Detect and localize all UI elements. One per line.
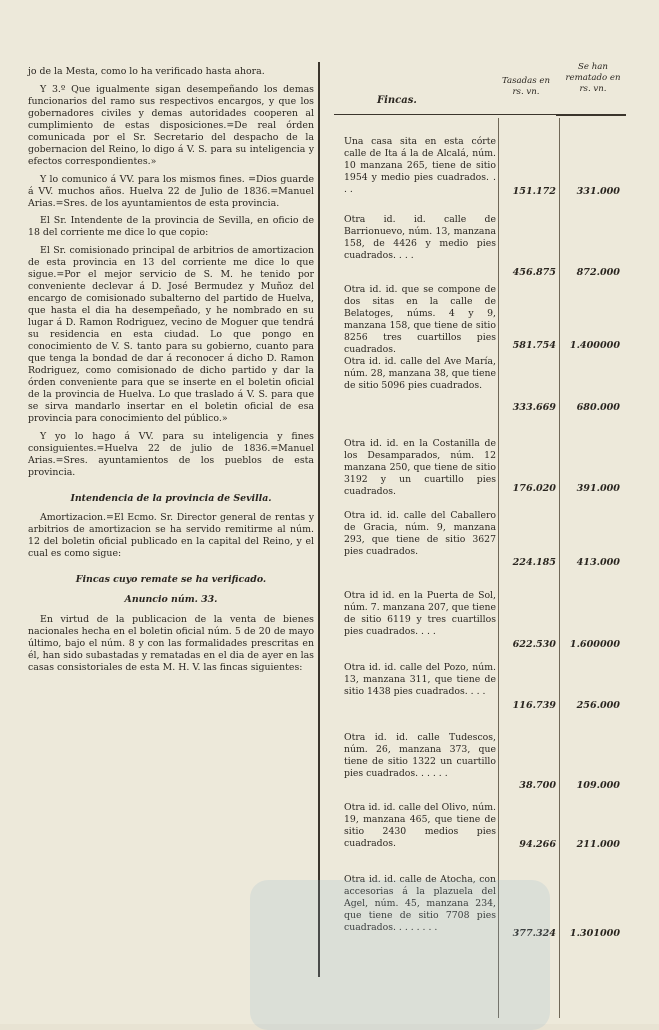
finca-rematado-value: 391.000 <box>576 483 620 494</box>
paragraph: jo de la Mesta, como lo ha verificado hasta ahora. <box>28 66 265 77</box>
header-tasadas: Tasadas en rs. vn. <box>501 76 551 97</box>
finca-rematado-value: 109.000 <box>576 780 620 791</box>
column-rule-rematado <box>559 118 560 1018</box>
finca-description: Otra id. id. que se compone de dos sitas en la calle de Belatoges, núms. 4 y 9, manzana 158, que tiene de sitio 8256 tres cuartillos pies cuadrados. <box>344 284 496 356</box>
paragraph: Y 3.º Que igualmente sigan desempeñando los demas funcionarios del ramo sus respectivos encargos, y que los gobernadores civiles y demas autoridades cooperen al cumplimiento de estas disposiciones.=De real órden comunicada por el Sr. Secretario del despacho de la gobernacion del Reino, lo digo á V. S. para su inteligencia y efectos correspondientes.» <box>28 83 314 167</box>
finca-rematado-value: 211.000 <box>576 839 620 850</box>
finca-description: Otra id. id. calle Tudescos, núm. 26, manzana 373, que tiene de sitio 1322 un cuartillo pies cuadrados. . . . . . <box>344 732 496 780</box>
paragraph-amortizacion: Amortizacion.=El Ecmo. Sr. Director general de rentas y arbitrios de amortizacion se ha servido remitirme al núm. 12 del boletin oficial publicado en la capital del Reino, y el cual es como sigue: <box>28 512 314 560</box>
finca-tasada-value: 38.700 <box>519 780 556 791</box>
column-divider <box>318 62 320 977</box>
finca-rematado-value: 1.400000 <box>569 340 620 351</box>
finca-rematado-value: 1.600000 <box>569 639 620 650</box>
finca-rematado-value: 1.301000 <box>569 928 620 939</box>
finca-description: Otra id. id. calle del Ave María, núm. 28, manzana 38, que tiene de sitio 5096 pies cuadrados. <box>344 356 496 392</box>
paragraph: Y yo lo hago á VV. para su inteligencia y fines consiguientes.=Huelva 22 de julio de 1836.=Manuel Arias.=Sres. ayuntamientos de los pueblos de esta provincia. <box>28 430 314 478</box>
finca-tasada-value: 224.185 <box>512 557 556 568</box>
paragraph: El Sr. Intendente de la provincia de Sevilla, en oficio de 18 del corriente me dice lo que copio: <box>28 215 314 239</box>
column-rule-tasadas <box>498 118 499 1018</box>
header-fincas: Fincas. <box>377 95 417 106</box>
finca-description: Otra id. id. calle del Olivo, núm. 19, manzana 465, que tiene de sitio 2430 medios pies cuadrados. <box>344 802 496 850</box>
finca-description: Otra id. id. calle de Atocha, con accesorias á la plazuela del Agel, núm. 45, manzana 234, que tiene de sitio 7708 pies cuadrados. . . . . . . . <box>344 874 496 934</box>
finca-tasada-value: 176.020 <box>512 483 556 494</box>
finca-description: Otra id. id. calle del Caballero de Gracia, núm. 9, manzana 293, que tiene de sitio 3627 pies cuadrados. <box>344 510 496 558</box>
header-rematado: Se han rematado en rs. vn. <box>565 62 621 94</box>
finca-rematado-value: 331.000 <box>576 186 620 197</box>
section-heading-anuncio: Anuncio núm. 33. <box>124 594 218 606</box>
finca-rematado-value: 256.000 <box>576 700 620 711</box>
paragraph: El Sr. comisionado principal de arbitrios de amortizacion de esta provincia en 13 del corriente me dice lo que sigue.=Por el mejor servicio de S. M. he tenido por conveniente declevar á D. José Bermudez y Muñoz del encargo de comisionado subalterno del partido de Huelva, que hasta el dia ha desempeñado, y he nombrado en su lugar á D. Ramon Rodriguez, vecino de Moguer que tendrá su residencia en esta ciudad. Lo que pongo en conocimiento de V. S. tanto para su gobierno, cuanto para que tenga la bondad de dar á reconocer á dicho D. Ramon Rodriguez, como comisionado de dicho partido y dar la órden conveniente para que se inserte en el boletin oficial de la provincia de Huelva. Lo que traslado á V. S. para que se sirva mandarlo insertar en el boletin oficial de esa provincia para conocimiento del público.» <box>28 245 314 424</box>
finca-tasada-value: 622.530 <box>512 639 556 650</box>
finca-description: Otra id. id. calle del Pozo, núm. 13, manzana 311, que tiene de sitio 1438 pies cuadrados. . . . <box>344 662 496 698</box>
finca-rematado-value: 872.000 <box>576 267 620 278</box>
finca-tasada-value: 116.739 <box>512 700 556 711</box>
finca-rematado-value: 413.000 <box>576 557 620 568</box>
finca-description: Otra id. id. calle de Barrionuevo, núm. 13, manzana 158, de 4426 y medio pies cuadrados. . . . <box>344 214 496 262</box>
paragraph-anuncio: En virtud de la publicacion de la venta de bienes nacionales hecha en el boletin oficial núm. 5 de 20 de mayo último, bajo el núm. 8 y con las formalidades prescritas en él, han sido subastadas y rematadas en el dia de ayer en las casas consistoriales de esta M. H. V. las fincas siguientes: <box>28 614 314 673</box>
header-rule-thick <box>556 114 626 116</box>
finca-description: Otra id id. en la Puerta de Sol, núm. 7. manzana 207, que tiene de sitio 6119 y tres cuartillos pies cuadrados. . . . <box>344 590 496 638</box>
finca-tasada-value: 333.669 <box>512 402 556 413</box>
section-heading-fincas: Fincas cuyo remate se ha verificado. <box>75 574 267 586</box>
paragraph: Y lo comunico á VV. para los mismos fines. =Dios guarde á VV. muchos años. Huelva 22 de Julio de 1836.=Manuel Arias.=Sres. de los ayuntamientos de esta provincia. <box>28 173 314 209</box>
finca-description: Otra id. id. en la Costanilla de los Desamparados, núm. 12 manzana 250, que tiene de sitio 3192 y un cuartillo pies cuadrados. <box>344 438 496 498</box>
left-column <box>28 66 314 674</box>
finca-tasada-value: 377.324 <box>512 928 556 939</box>
finca-tasada-value: 456.875 <box>512 267 556 278</box>
finca-tasada-value: 581.754 <box>512 340 556 351</box>
finca-rematado-value: 680.000 <box>576 402 620 413</box>
finca-tasada-value: 94.266 <box>519 839 556 850</box>
section-heading-intendencia: Intendencia de la provincia de Sevilla. <box>70 492 272 504</box>
finca-tasada-value: 151.172 <box>512 186 556 197</box>
finca-description: Una casa sita en esta córte calle de Ita á la de Alcalá, núm. 10 manzana 265, tiene de sitio 1954 y medio pies cuadrados. . . . <box>344 136 496 196</box>
